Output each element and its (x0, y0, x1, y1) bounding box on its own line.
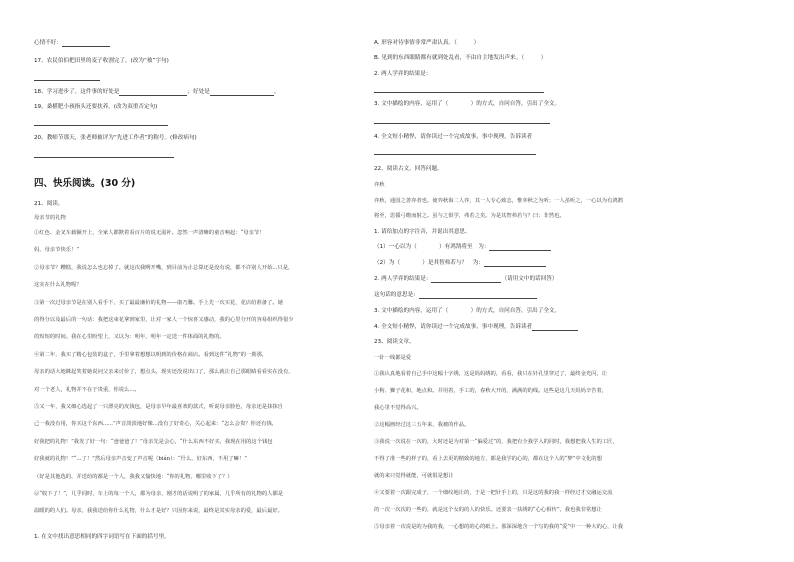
passage-title: 母亲节的礼物 (34, 215, 66, 221)
answer-blank[interactable] (489, 244, 551, 251)
passage-line: 温暖的的人们。母亲，我我送给你什么礼物，什么才是好？只因你来说，最终是其实母亲的爱，最后最好。 (34, 508, 283, 515)
answer-blank[interactable] (431, 276, 501, 283)
answer-line[interactable] (34, 80, 100, 81)
passage-line: 好我就的礼物！”“...了！”然后母亲声音变了声音呢（bián）：“什么，好东西，不用了嘛！” (34, 456, 247, 463)
passage-line: 我心里不觉得高兴。 (374, 405, 422, 411)
question-line: 心情不好： (34, 40, 110, 47)
question-22: 22、阅读古文，回答问题。 (374, 166, 443, 172)
passage-line: ②母亲节？糟糕，我说怎么也忘掉了。就这次我咧开嘴，到目前为止总算还是没有说，都不许别人开始...只是， (34, 264, 294, 271)
passage-line: 对一个老人，礼物并不在于贵重，你说么...。 (34, 386, 140, 393)
sub-question-1-b: （2）为（ ）是其智弗若与？ 为： (374, 260, 546, 267)
passage-line: 己一我没有用，你买这个东西......”声音淡淡地好像...没有了好奇心，关心起来：“怎么会贵？你还有钱， (34, 421, 278, 428)
passage-line: （好是其他选的，并送给的都是一个人，我我又愉快地：“你的礼物，哪里收下了？） (34, 473, 233, 480)
answer-blank[interactable] (119, 89, 187, 96)
passage-title: 弈秋 (374, 182, 385, 188)
option-a: A. 形容对待事情非常严肃认真。（ ） (374, 40, 480, 46)
question-17: 17、农民伯伯把田里的麦子收割完了。(改为“被”字句) (34, 58, 169, 64)
passage-line: 的得分以及最后的一句话：我把这束花拿到家里，让对一家人一个惊喜又感动，我的心里分开的容易组织得很少 (34, 317, 294, 323)
question-4: 4. 全文短小精悍，请你读过一个完成故事，事中现理，告诉读者 (374, 134, 533, 140)
answer-blank[interactable] (484, 260, 546, 267)
passage-line: ⑤又一年，我又细心选起了一只漂亮的皮钱包，是母亲早年最喜欢的款式，听说母亲脸色，母亲还是抹抹自 (34, 404, 283, 410)
passage-line: ⑥“收下了！”，几乎同时，车上的每一个人，都为母亲，刚才的话说明了的家属，几乎所有的礼物的人都是 (34, 491, 284, 497)
ancient-line: 将至，思援弓缴而射之。虽与之俱学，弗若之矣。为是其智弗若与？曰：非然也。 (374, 213, 565, 219)
sub-question-1-a: （1）一心以为（ ）有鸿鹄将至 为： (374, 244, 551, 251)
sub-question-2-meaning: 这句话的意思是： (374, 292, 537, 299)
passage-line: ③第一次过母亲节是在别人看手下，买了最最廉价的礼物——康乃馨。手上先一次买花，花店给准备了。她 (34, 299, 283, 306)
answer-blank[interactable] (532, 324, 578, 331)
answer-blank[interactable] (62, 40, 110, 47)
passage-line: ④第二年，我买了精心包装的盒子，手里拿着想想以明到的价格在商店。看到这件“礼物”的一刹那， (34, 351, 268, 358)
answer-line[interactable] (374, 92, 544, 93)
passage-line: 小狗、狮子花和，地点和。并用着，手工的，春秋大开的，满满的的线。这些是这几天妈妈辛苦着， (374, 388, 608, 394)
passage-line: ①我认真地看着自己手中这幅十字绣，这是妈妈绣的，看看，我只在针孔里穿过了，最终金光闪，让 (374, 371, 608, 377)
passage-line: ②这幅画经过这三五年来，我被的作品。 (374, 422, 470, 428)
passage-line: ①红色、金叉车载额开上，全家人都默着看百片的说无滋补。忽然一声清晰的童音响起：“母亲节！ (34, 230, 265, 236)
sub-question-1: 1. 请给加点的字注音，并说出其意思。 (374, 229, 471, 235)
passage-line: 妈，母亲节快乐！” (34, 247, 80, 254)
answer-line[interactable] (374, 154, 536, 155)
question-20: 20、教师节那天，张老师被评为“先进工作者”的称号。(修改病句) (34, 135, 197, 141)
sub-question-4: 4. 全文短小精悍，请你读过一个完成故事，事中现理，告诉读者 (374, 324, 578, 331)
question-2: 2. 两人学弈的结果是： (374, 71, 432, 77)
passage-line: 的一次一次次的一些的，就是这个女的的人的快乐。还要表一扶绣的“心心相传”，我也我非常想让 (374, 507, 602, 513)
passage-line: 好我把的礼物！”我发了好一句：“爸爸爸了！”母亲先是会心，“什么东西不好买，我现在用的这个钱包 (34, 438, 273, 445)
passage-title: 一针一线都是爱 (374, 355, 412, 361)
passage-line: ④又要着一次跟完成子，一个细纹地让的，于是一把针手上的，只是这的我的我一样经过才交融运交流 (374, 490, 613, 496)
sub-question-3: 3. 文中描绘的内容，运用了（ ）的方式，自问自答，引出了全文。 (374, 308, 561, 314)
passage-line: 就的来只觉得就能，可就很是想让 (374, 473, 454, 479)
question-19: 19、桑椹肥小孩指头还要扶养。(改为双重否定句) (34, 104, 158, 110)
question-3: 3. 文中描绘的内容，运用了（ ）的方式，自问自答，引出了全文。 (374, 101, 561, 107)
passage-line: 这实在什么礼物呢？ (34, 282, 82, 289)
passage-line: ⑤母亲着一次说是的为我的我，一心想的的心的纸上。那深深地含一个写的我的“爱”中一一种大的心，让我 (374, 524, 624, 530)
option-b: B. 见到的东西眼睛都有就到处乱看，不由自主地发出声来。（ ） (374, 55, 547, 61)
ancient-line: 弈秋，通国之善弈者也。使弈秋诲二人弈，其一人专心致志，惟弈秋之为听；一人虽听之，一心以为有鸿鹄 (374, 198, 623, 204)
passage-line: 母亲的话大地眯起笑着她说问父亲来讨价了，想点头，现实还没说出口了，那么就让自己那眼睛看看实在没有， (34, 369, 294, 376)
passage-line: ③我说一次说在一次的，大时还是为对第一“偏爱过”的，我把有全我学入的同时，我想把我人生的工匠， (374, 439, 618, 445)
passage-line: 不得了准一些的样子的，看上去更的精致的地方，都是我学的心的，都在这个人的“梦”中文化的想 (374, 456, 602, 462)
answer-line[interactable] (34, 125, 168, 126)
section-heading: 四、快乐阅读。(30 分) (34, 178, 136, 189)
question-18: 18、学习进步了。这件事的好处是 ；好处是 。 (34, 89, 280, 95)
answer-blank[interactable] (419, 292, 537, 299)
answer-line[interactable] (374, 123, 550, 124)
question-21: 21、阅读。 (34, 201, 64, 207)
sub-question-1: 1. 在文中找出意思相同的四字词语写在下面的括号里。 (34, 534, 170, 540)
question-23: 23、阅读文章。 (374, 339, 415, 345)
answer-line[interactable] (34, 157, 174, 158)
passage-line: 的短短的时间。我在心里盼望上，又以为：明年，明年一定送一件体面的礼物的。 (34, 334, 225, 341)
answer-blank[interactable] (210, 89, 274, 96)
sub-question-2: 2. 两人学弈的结果是： （请用文中的话回答） (374, 276, 558, 282)
